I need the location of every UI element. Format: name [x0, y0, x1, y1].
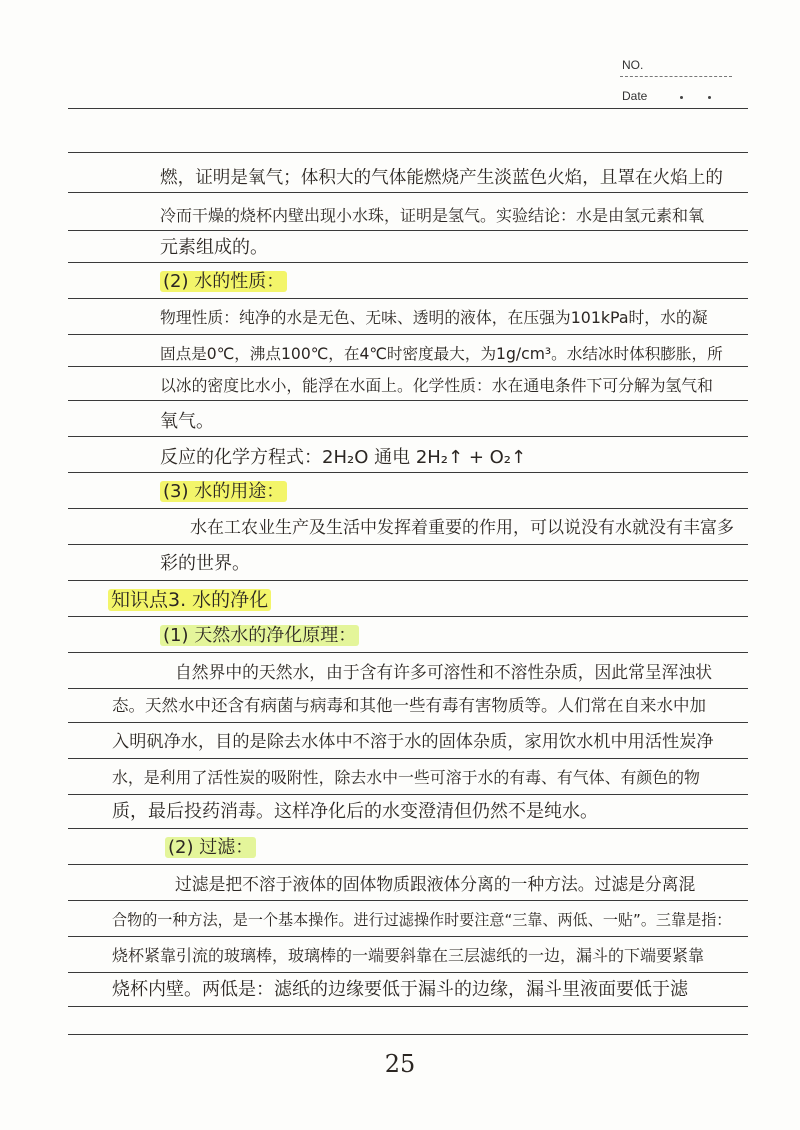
ruled-line	[68, 722, 748, 723]
note-line: 自然界中的天然水，由于含有许多可溶性和不溶性杂质，因此常呈浑浊状	[175, 662, 713, 682]
subheading-water-uses: (3) 水的用途：	[160, 478, 287, 506]
ruled-line	[68, 152, 748, 153]
ruled-line	[68, 262, 748, 263]
ruled-line	[68, 936, 748, 937]
note-line: 固点是0℃，沸点100℃，在4℃时密度最大，为1g/cm³。水结冰时体积膨胀，所	[160, 345, 723, 363]
ruled-line	[68, 864, 748, 865]
note-line: 物理性质：纯净的水是无色、无味、透明的液体，在压强为101kPa时，水的凝	[160, 308, 708, 327]
ruled-line	[68, 580, 748, 581]
note-line: 燃，证明是氧气；体积大的气体能燃烧产生淡蓝色火焰，且罩在火焰上的	[160, 168, 724, 188]
note-line: 水，是利用了活性炭的吸附性，除去水中一些可溶于水的有毒、有气体、有颜色的物	[112, 768, 700, 787]
ruled-line	[68, 230, 748, 231]
note-line: 元素组成的。	[160, 237, 268, 258]
date-dot	[680, 96, 683, 99]
note-line: 冷而干燥的烧杯内壁出现小水珠，证明是氢气。实验结论：水是由氢元素和氧	[160, 206, 705, 225]
ruled-line	[68, 298, 748, 299]
date-label: Date	[622, 89, 648, 103]
note-line: 氧气。	[160, 411, 214, 432]
ruled-line	[68, 652, 748, 653]
no-divider	[620, 76, 732, 77]
note-line: 烧杯内壁。两低是：滤纸的边缘要低于漏斗的边缘，漏斗里液面要低于滤	[112, 979, 688, 1000]
subheading-filtration: (2) 过滤：	[165, 834, 256, 862]
ruled-line	[68, 508, 748, 509]
ruled-line	[68, 472, 748, 473]
no-label: NO.	[622, 58, 644, 72]
subheading-water-properties: (2) 水的性质：	[160, 268, 287, 296]
note-line: 合物的一种方法，是一个基本操作。进行过滤操作时要注意“三靠、两低、一贴”。三靠是指：	[112, 911, 732, 929]
note-line: 态。天然水中还含有病菌与病毒和其他一些有毒有害物质等。人们常在自来水中加	[112, 696, 706, 715]
section-heading-water-purification: 知识点3. 水的净化	[108, 586, 271, 614]
ruled-line	[68, 436, 748, 437]
ruled-line	[68, 972, 748, 973]
note-line: 水在工农业生产及生活中发挥着重要的作用，可以说没有水就没有丰富多	[190, 518, 734, 538]
ruled-line	[68, 828, 748, 829]
ruled-line	[68, 616, 748, 617]
note-line: 质，最后投药消毒。这样净化后的水变澄清但仍然不是纯水。	[112, 801, 598, 822]
ruled-line	[68, 334, 748, 335]
chemical-equation: 反应的化学方程式：2H₂O 通电 2H₂↑ + O₂↑	[160, 447, 527, 468]
page-number: 25	[384, 1050, 416, 1078]
ruled-line	[68, 544, 748, 545]
subheading-purification-principle: (1) 天然水的净化原理：	[160, 622, 359, 650]
ruled-line	[68, 400, 748, 401]
ruled-line	[68, 1034, 748, 1035]
date-dot	[708, 96, 711, 99]
note-line: 以冰的密度比水小，能浮在水面上。化学性质：水在通电条件下可分解为氢气和	[160, 376, 713, 395]
note-line: 彩的世界。	[160, 553, 250, 574]
note-line: 烧杯紧靠引流的玻璃棒，玻璃棒的一端要斜靠在三层滤纸的一边，漏斗的下端要紧靠	[112, 946, 705, 965]
ruled-line	[68, 688, 748, 689]
ruled-line	[68, 794, 748, 795]
ruled-line	[68, 758, 748, 759]
ruled-line	[68, 1006, 748, 1007]
ruled-line	[68, 192, 748, 193]
ruled-line	[68, 900, 748, 901]
ruled-line	[68, 108, 748, 109]
note-line: 过滤是把不溶于液体的固体物质跟液体分离的一种方法。过滤是分离混	[175, 874, 696, 894]
note-line: 入明矾净水，目的是除去水体中不溶于水的固体杂质，家用饮水机中用活性炭净	[112, 732, 714, 752]
